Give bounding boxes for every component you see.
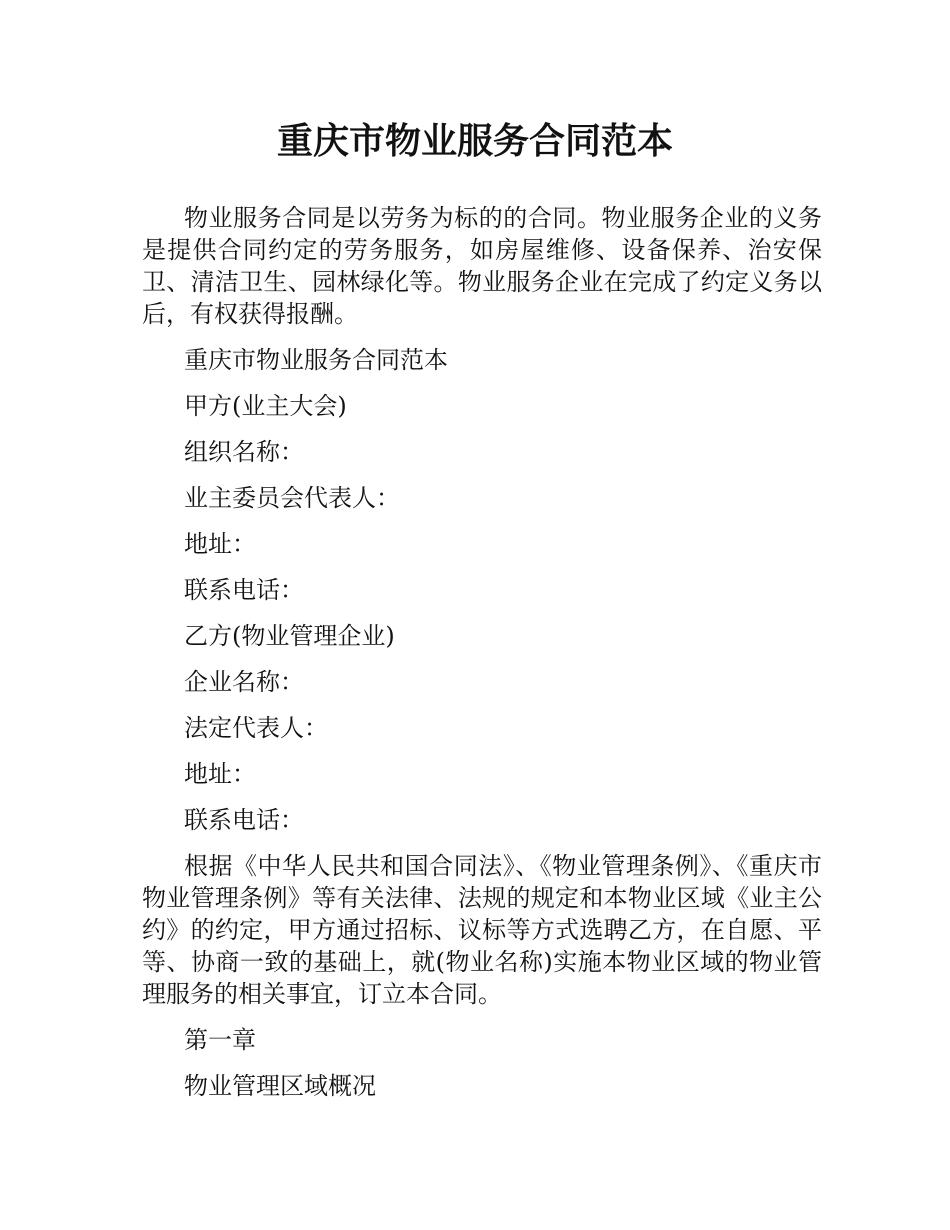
party-b-address: 地址： — [184, 760, 256, 788]
chapter-number: 第一章 — [184, 1026, 256, 1054]
preamble-paragraph: 根据《中华人民共和国合同法》、《物业管理条例》、《重庆市物业管理条例》等有关法律、法规的规定和本物业区域《业主公约》的约定，甲方通过招标、议标等方式选聘乙方，在自愿、平等、协商一致的基础上，就(物业名称)实施本物业区域的物业管理服务的相关事宜，订立本合同。 — [142, 852, 822, 1008]
document-title: 重庆市物业服务合同范本 — [276, 121, 673, 162]
party-b-legal-representative: 法定代表人： — [184, 714, 328, 742]
party-b-phone: 联系电话： — [184, 806, 304, 834]
contract-heading-line: 重庆市物业服务合同范本 — [184, 346, 448, 374]
party-b-heading: 乙方(物业管理企业) — [184, 622, 395, 650]
intro-paragraph: 物业服务合同是以劳务为标的的合同。物业服务企业的义务是提供合同约定的劳务服务，如房屋维修、设备保养、治安保卫、清洁卫生、园林绿化等。物业服务企业在完成了约定义务以后，有权获得报酬。 — [142, 204, 822, 328]
party-a-org-name: 组织名称： — [184, 438, 304, 466]
party-a-heading: 甲方(业主大会) — [184, 392, 347, 420]
party-a-representative: 业主委员会代表人： — [184, 484, 400, 512]
party-a-phone: 联系电话： — [184, 576, 304, 604]
chapter-title: 物业管理区域概况 — [184, 1072, 376, 1100]
document-body — [142, 202, 822, 1116]
party-a-address: 地址： — [184, 530, 256, 558]
party-b-company-name: 企业名称： — [184, 668, 304, 696]
